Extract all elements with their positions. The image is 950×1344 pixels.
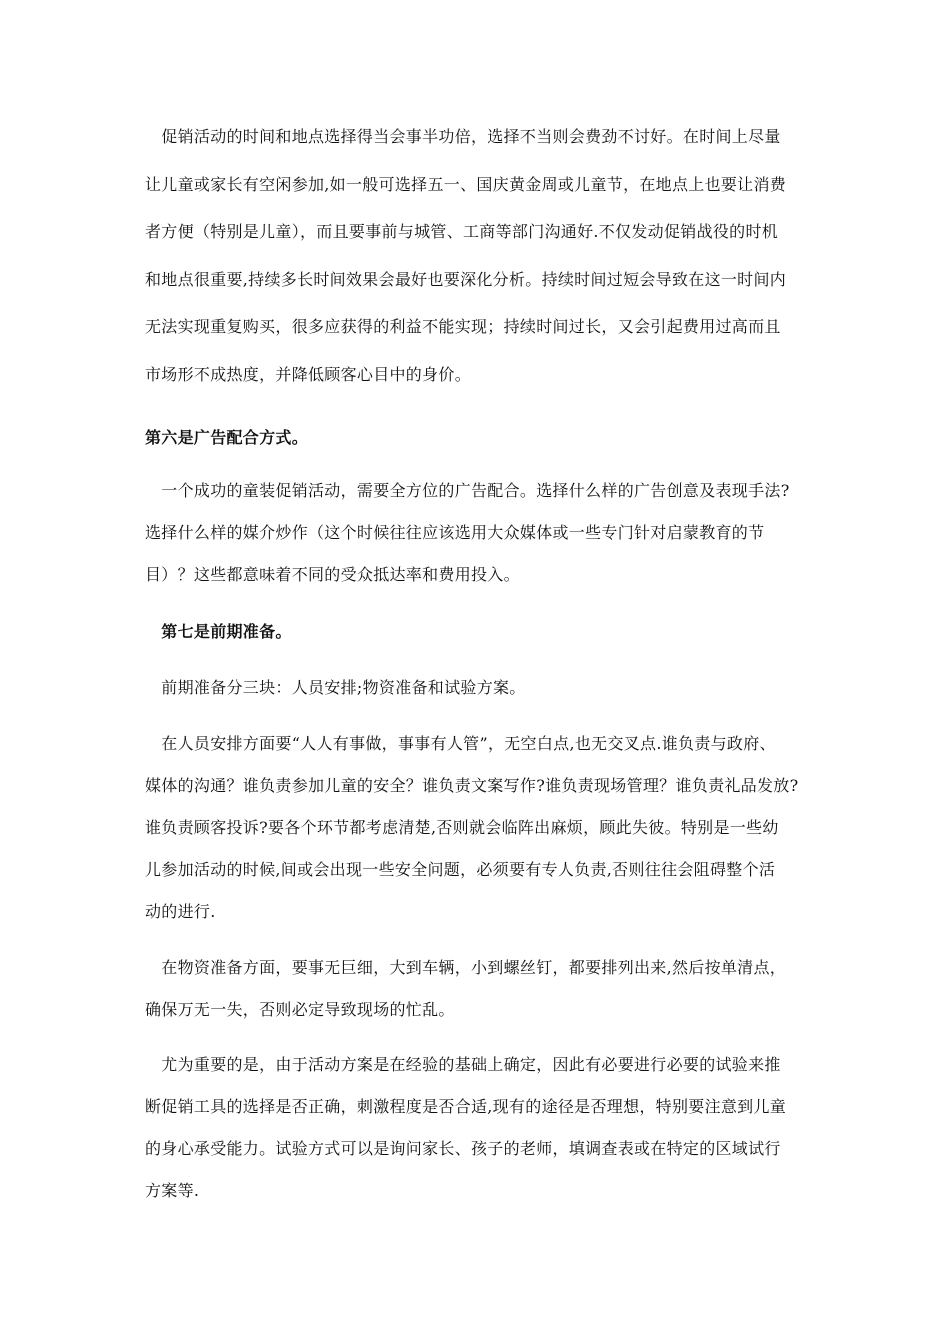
paragraph-line: 让儿童或家长有空闲参加,如一般可选择五一、国庆黄金周或儿童节，在地点上也要让消费	[145, 175, 787, 194]
paragraph-line: 媒体的沟通？谁负责参加儿童的安全？谁负责文案写作?谁负责现场管理？谁负责礼品发放?	[145, 776, 799, 795]
paragraph-line: 市场形不成热度，并降低顾客心目中的身价。	[145, 365, 472, 384]
paragraph-line: 方案等.	[145, 1181, 200, 1200]
paragraph-line: 断促销工具的选择是否正确，刺激程度是否合适,现有的途径是否理想，特别要注意到儿童	[145, 1097, 787, 1116]
paragraph-line: 确保万无一失，否则必定导致现场的忙乱。	[145, 1000, 455, 1019]
paragraph-line: 促销活动的时间和地点选择得当会事半功倍，选择不当则会费劲不讨好。在时间上尽量	[145, 127, 781, 146]
paragraph-line: 无法实现重复购买，很多应获得的利益不能实现；持续时间过长，又会引起费用过高而且	[145, 317, 781, 336]
paragraph-line: 的身心承受能力。试验方式可以是询问家长、孩子的老师，填调查表或在特定的区域试行	[145, 1139, 781, 1158]
paragraph-line: 一个成功的童装促销活动，需要全方位的广告配合。选择什么样的广告创意及表现手法?	[145, 481, 790, 500]
paragraph-line: 前期准备分三块：人员安排;物资准备和试验方案。	[145, 678, 526, 697]
paragraph-line: 目）？这些都意味着不同的受众抵达率和费用投入。	[145, 565, 520, 584]
paragraph-line: 在人员安排方面要“人人有事做，事事有人管”，无空白点,也无交叉点.谁负责与政府、	[145, 734, 776, 753]
paragraph-line: 选择什么样的媒介炒作（这个时候往往应该选用大众媒体或一些专门针对启蒙教育的节	[145, 523, 765, 542]
paragraph-line: 和地点很重要,持续多长时间效果会最好也要深化分析。持续时间过短会导致在这一时间内	[145, 270, 787, 289]
paragraph-line: 在物资准备方面，要事无巨细，大到车辆，小到螺丝钉，都要排列出来,然后按单清点，	[145, 958, 787, 977]
paragraph-line: 尤为重要的是，由于活动方案是在经验的基础上确定，因此有必要进行必要的试验来推	[145, 1055, 781, 1074]
paragraph-line: 谁负责顾客投诉?要各个环节都考虑清楚,否则就会临阵出麻烦，顾此失彼。特别是一些幼	[145, 818, 779, 837]
paragraph-line: 儿参加活动的时候,间或会出现一些安全问题，必须要有专人负责,否则往往会阻碍整个活	[145, 860, 776, 879]
section-heading: 第七是前期准备。	[145, 622, 292, 641]
paragraph-line: 动的进行.	[145, 902, 216, 921]
paragraph-line: 者方便（特别是儿童），而且要事前与城管、工商等部门沟通好.不仅发动促销战役的时机	[145, 222, 779, 241]
section-heading: 第六是广告配合方式。	[145, 428, 309, 447]
